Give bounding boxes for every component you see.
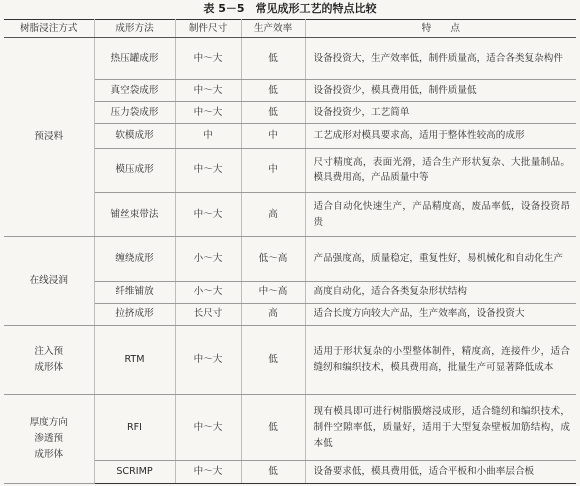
efficiency-cell: 高 [241, 303, 305, 325]
group-label-line: 预浸料 [34, 131, 64, 143]
table-caption: 表 5－5 常见成形工艺的特点比较 [203, 2, 377, 15]
size-cell: 小～大 [175, 237, 241, 281]
efficiency-cell: 低 [241, 395, 305, 460]
group-label-line: 成形体 [34, 449, 64, 461]
group-cell-infused-preform [4, 325, 94, 395]
method-cell: 模压成形 [94, 148, 175, 192]
method-cell: RTM [94, 325, 175, 395]
size-cell: 中～大 [175, 325, 241, 395]
table-row [4, 395, 576, 460]
group-label-line: 成形体 [34, 362, 64, 374]
size-cell: 中 [175, 124, 241, 148]
method-cell: 压力袋成形 [94, 102, 175, 124]
table-row [4, 38, 576, 80]
efficiency-cell: 中 [241, 124, 305, 148]
method-cell: 热压罐成形 [94, 38, 175, 80]
group-label-line: 在线浸润 [29, 275, 68, 287]
features-cell: 尺寸精度高，表面光滑，适合生产形状复杂、大批量制品。模具费用高，产品质量中等 [305, 148, 576, 192]
group-label-line: 厚度方向 [29, 417, 68, 429]
size-cell: 中～大 [175, 148, 241, 192]
features-cell: 产品强度高，质量稳定，重复性好，易机械化和自动化生产 [305, 237, 576, 281]
group-cell-thickness-infusion [4, 395, 94, 484]
features-cell: 现有模具即可进行树脂膜熔浸成形，适合缝纫和编织技术，制件空隙率低，质量好，适用于大型复杂壁板加筋结构，成本低 [305, 395, 576, 460]
efficiency-cell: 中 [241, 148, 305, 192]
features-cell: 适合自动化快速生产，产品精度高，废品率低，设备投资昂贵 [305, 192, 576, 236]
efficiency-cell: 高 [241, 192, 305, 236]
efficiency-cell: 中～高 [241, 281, 305, 303]
features-cell: 设备要求低，模具费用低，适合平板和小曲率层合板 [305, 460, 576, 483]
method-cell: RFI [94, 395, 175, 460]
group-cell-online-impregnation [4, 237, 94, 326]
method-cell: 纤维铺放 [94, 281, 175, 303]
header-method: 成形方法 [94, 20, 175, 38]
efficiency-cell: 低 [241, 38, 305, 80]
group-cell-prepreg [4, 38, 94, 237]
method-cell: 拉挤成形 [94, 303, 175, 325]
features-cell: 设备投资少，模具费用低，制件质量低 [305, 80, 576, 102]
method-cell: 软模成形 [94, 124, 175, 148]
group-label-line: 注入预 [34, 346, 64, 358]
header-row [4, 20, 576, 38]
group-label-line: 渗透预 [34, 433, 64, 445]
size-cell: 中～大 [175, 80, 241, 102]
size-cell: 中～大 [175, 192, 241, 236]
features-cell: 工艺成形对模具要求高，适用于整体性较高的成形 [305, 124, 576, 148]
efficiency-cell: 低 [241, 325, 305, 395]
size-cell: 长尺寸 [175, 303, 241, 325]
size-cell: 中～大 [175, 102, 241, 124]
method-cell: SCRIMP [94, 460, 175, 483]
size-cell: 中～大 [175, 395, 241, 460]
efficiency-cell: 低 [241, 102, 305, 124]
header-process-category: 树脂浸注方式 [4, 20, 94, 38]
efficiency-cell: 低 [241, 460, 305, 483]
features-cell: 设备投资大，生产效率低，制件质量高，适合各类复杂构件 [305, 38, 576, 80]
table-row [4, 325, 576, 395]
features-cell: 设备投资少，工艺简单 [305, 102, 576, 124]
method-cell: 真空袋成形 [94, 80, 175, 102]
efficiency-cell: 低～高 [241, 237, 305, 281]
table-row [4, 237, 576, 281]
header-efficiency: 生产效率 [241, 20, 305, 38]
method-cell: 缠绕成形 [94, 237, 175, 281]
header-size: 制件尺寸 [175, 20, 241, 38]
efficiency-cell: 低 [241, 80, 305, 102]
comparison-table [4, 19, 576, 484]
header-features: 特 点 [305, 20, 576, 38]
method-cell: 铺丝束带法 [94, 192, 175, 236]
size-cell: 中～大 [175, 460, 241, 483]
features-cell: 适合长度方向较大产品，生产效率高，设备投资大 [305, 303, 576, 325]
size-cell: 小～大 [175, 281, 241, 303]
features-cell: 适用于形状复杂的小型整体制件，精度高，连接件少，适合缝纫和编织技术，模具费用高，批量生产可显著降低成本 [305, 325, 576, 395]
features-cell: 高度自动化，适合各类复杂形状结构 [305, 281, 576, 303]
size-cell: 中～大 [175, 38, 241, 80]
